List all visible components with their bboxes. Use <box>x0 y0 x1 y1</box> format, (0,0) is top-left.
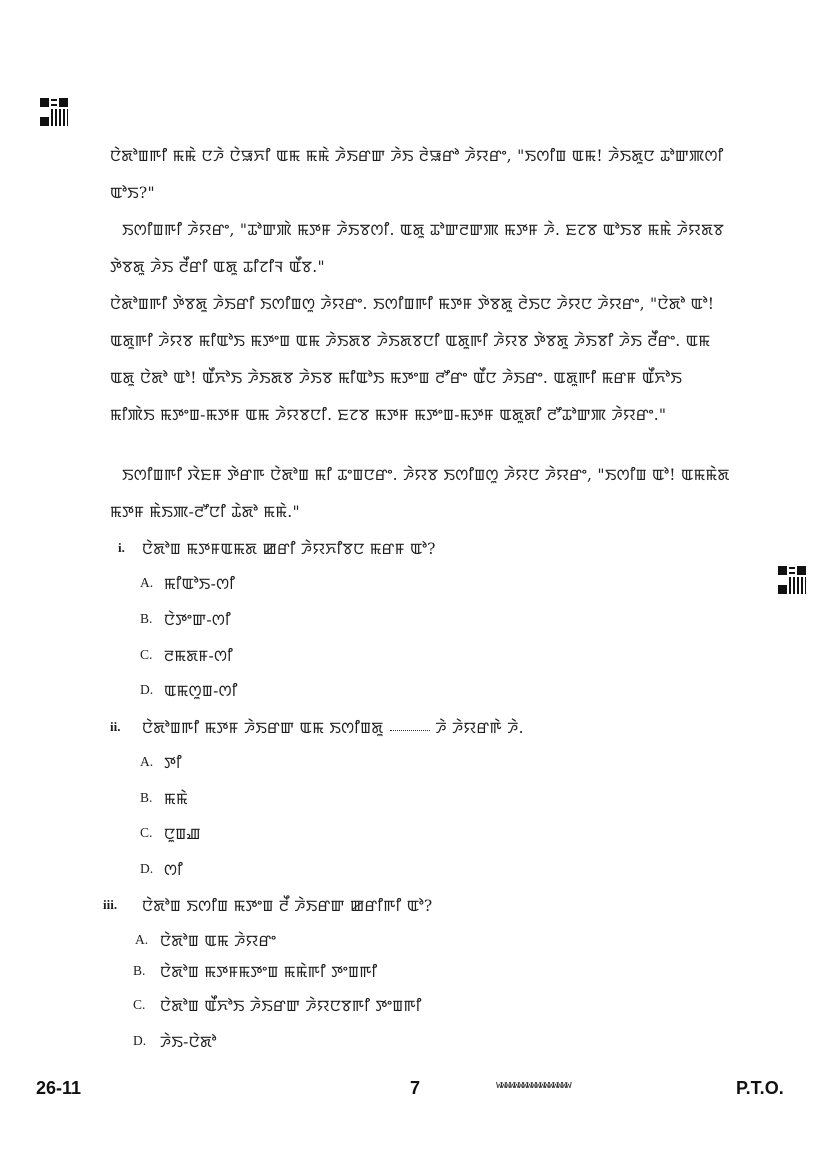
question-2-option-b[interactable]: ꯃꯃꯥ <box>164 790 188 808</box>
question-1-option-d-label: D. <box>140 682 154 697</box>
question-3-option-c[interactable]: ꯅꯥꯗꯣꯡ ꯑꯩꯈꯣꯏ ꯍꯥꯏꯔꯛ ꯍꯥꯌꯅꯕꯒꯤ ꯇꯦꯡꯒꯤ <box>160 997 422 1015</box>
question-2-option-a[interactable]: ꯇꯤ <box>164 754 182 772</box>
question-1-option-c[interactable]: ꯂꯃꯗꯝ-ꯁꯤ <box>164 647 233 665</box>
wave-line-decoration <box>496 1079 662 1091</box>
passage-paragraph-4: ꯏꯁꯤꯡꯒꯤ ꯋꯥꯐꯝ ꯇꯥꯔꯒ ꯅꯥꯗꯣꯡ ꯃꯤ ꯊꯦꯡꯅꯔꯦ. ꯍꯥꯌꯕ ꯏꯁꯤꯡꯁꯨ ꯍꯥꯌꯅ ꯍꯥꯌꯔꯦ, "ꯏꯁꯤꯡ ꯑꯣ! ꯑꯃꯃꯥꯗ ꯃꯇꯝ ꯃꯥꯏꯄ-ꯂꯧꯅꯤ ꯊꯥꯗꯣ ꯃꯃꯥ." <box>110 466 730 521</box>
question-2-option-b-label: B. <box>140 790 153 805</box>
question-2-blank <box>390 730 430 731</box>
question-2-text-after: ꯍꯥ ꯍꯥꯌꯔꯒꯥ ꯍꯥ. <box>435 719 524 737</box>
qr-code-right <box>778 566 806 594</box>
question-1-option-b[interactable]: ꯅꯥꯇꯦꯛ-ꯁꯤ <box>164 611 231 629</box>
passage-paragraph-2: ꯏꯁꯤꯡꯒꯤ ꯍꯥꯌꯔꯦ, "ꯊꯣꯛꯄꯥ ꯃꯇꯝ ꯍꯥꯏꯕꯁꯤ. ꯑꯗꯨ ꯊꯣꯛꯂꯛꯄ ꯃꯇꯝ ꯍꯥ. ꯐꯖꯕ ꯑꯣꯏꯕ ꯃꯃꯥ ꯍꯥꯌꯗꯕ ꯇꯥꯕꯗꯨ ꯍꯥꯏ ꯂꯩꯔꯤ ꯑꯗꯨ ꯊꯤꯖꯤꯜ ꯑꯩꯕ." <box>110 221 725 276</box>
question-2-option-a-label: A. <box>140 754 154 769</box>
paper-code: 26-11 <box>36 1078 82 1098</box>
question-1-option-a-label: A. <box>140 575 154 590</box>
question-3-text: ꯅꯥꯗꯣꯡ ꯏꯁꯤꯡ ꯃꯇꯦꯡ ꯂꯩ ꯍꯥꯏꯔꯛ ꯀꯔꯤꯒꯤ ꯑꯣ? <box>142 897 433 915</box>
question-1-option-c-label: C. <box>140 647 153 662</box>
passage-paragraph-1: ꯅꯥꯗꯣꯡꯒꯤ ꯃꯃꯥ ꯅꯍꯥ ꯅꯥꯎꯈꯤ ꯑꯃ ꯃꯃꯥ ꯍꯥꯏꯔꯛ ꯍꯥꯏ ꯂꯥꯎꯔꯣ ꯍꯥꯌꯔꯦ, "ꯏꯁꯤꯡ ꯑꯃ! ꯍꯥꯏꯗꯨꯅ ꯊꯣꯛꯄꯁꯤ ꯑꯣꯏ?" <box>110 147 724 202</box>
question-1-option-d[interactable]: ꯑꯃꯁꯨꯡ-ꯁꯤ <box>164 682 238 700</box>
question-3-option-a-label: A. <box>135 932 149 947</box>
question-3-option-b[interactable]: ꯅꯥꯗꯣꯡ ꯃꯇꯝꯃꯇꯦꯡ ꯃꯃꯥꯒꯤ ꯇꯦꯡꯒꯤ <box>160 963 378 981</box>
question-2-number: ii. <box>110 719 121 734</box>
page-number: 7 <box>410 1078 421 1098</box>
question-3-option-d[interactable]: ꯍꯥꯏ-ꯅꯥꯗꯣ <box>160 1033 217 1051</box>
wave-line-text: wwwwwwwwwwwwwwwww <box>496 1079 570 1091</box>
question-2-option-d[interactable]: ꯁꯤ <box>164 861 183 879</box>
question-3-number: iii. <box>103 897 118 912</box>
question-3-option-a[interactable]: ꯅꯥꯗꯣꯡ ꯑꯃ ꯍꯥꯌꯔꯦ <box>160 932 277 950</box>
question-3-option-c-label: C. <box>133 997 146 1012</box>
question-2-text-wrap <box>142 716 524 738</box>
question-1-number: i. <box>118 540 125 555</box>
qr-code-top-left <box>40 98 68 126</box>
question-1-option-a[interactable]: ꯃꯤꯑꯣꯏ-ꯁꯤ <box>164 575 236 593</box>
passage-paragraph-3: ꯅꯥꯗꯣꯡꯒꯤ ꯇꯥꯕꯗꯨ ꯍꯥꯏꯔꯤ ꯏꯁꯤꯡꯁꯨ ꯍꯥꯌꯔꯦ. ꯏꯁꯤꯡꯒꯤ ꯃꯇꯝ ꯇꯥꯕꯗꯨ ꯂꯥꯏꯅ ꯍꯥꯌꯅ ꯍꯥꯌꯔꯦ, "ꯅꯥꯗꯣ ꯑꯣ! ꯑꯗꯨꯒꯤ ꯍꯥꯌꯕ ꯃꯤꯑꯣꯏ ꯃꯇꯦꯡ ꯑꯃ ꯍꯥꯏꯗꯕ ꯍꯥꯏꯗꯕꯅꯤ ꯑꯗꯨꯒꯤ ꯍꯥꯌꯕ ꯇꯥꯕꯗꯨ ꯍꯥꯏꯕꯤ ꯍꯥꯏ ꯂꯩꯔꯦ. ꯑꯃ ꯑꯗꯨ ꯅꯥꯗꯣ ꯑꯣ! ꯑꯩꯈꯣꯏ ꯍꯥꯏꯗꯕ ꯍꯥꯏꯕ ꯃꯤꯑꯣꯏ ꯃꯇꯦꯡ ꯂꯧꯔꯦ ꯑꯩꯅ ꯍꯥꯏꯔꯦ. ꯑꯗꯨꯒꯤ ꯃꯔꯝ ꯑꯩꯈꯣꯏ ꯃꯤꯄꯥꯏ ꯃꯇꯦꯡ-ꯃꯇꯝ ꯑꯃ ꯍꯥꯌꯕꯅꯤ. ꯐꯖꯕ ꯃꯇꯝ ꯃꯇꯦꯡ-ꯃꯇꯝ ꯑꯗꯨꯗꯤ ꯂꯧꯊꯣꯛꯄ ꯍꯥꯌꯔꯦ." <box>110 295 715 424</box>
question-2-text: ꯅꯥꯗꯣꯡꯒꯤ ꯃꯇꯝ ꯍꯥꯏꯔꯛ ꯑꯃ ꯏꯁꯤꯡꯗꯨ <box>142 719 384 737</box>
question-3-option-b-label: B. <box>133 963 146 978</box>
question-1-text: ꯅꯥꯗꯣꯡ ꯃꯇꯝꯑꯃꯗ ꯀꯔꯤ ꯍꯥꯌꯈꯤꯕꯅ ꯃꯔꯝ ꯑꯣ? <box>142 540 436 558</box>
question-2-option-c[interactable]: ꯅꯨꯡꯉ <box>164 825 201 843</box>
question-1-option-b-label: B. <box>140 611 153 626</box>
question-3-option-d-label: D. <box>133 1033 147 1048</box>
question-2-option-c-label: C. <box>140 825 153 840</box>
pto-label: P.T.O. <box>736 1078 784 1098</box>
question-2-option-d-label: D. <box>140 861 154 876</box>
